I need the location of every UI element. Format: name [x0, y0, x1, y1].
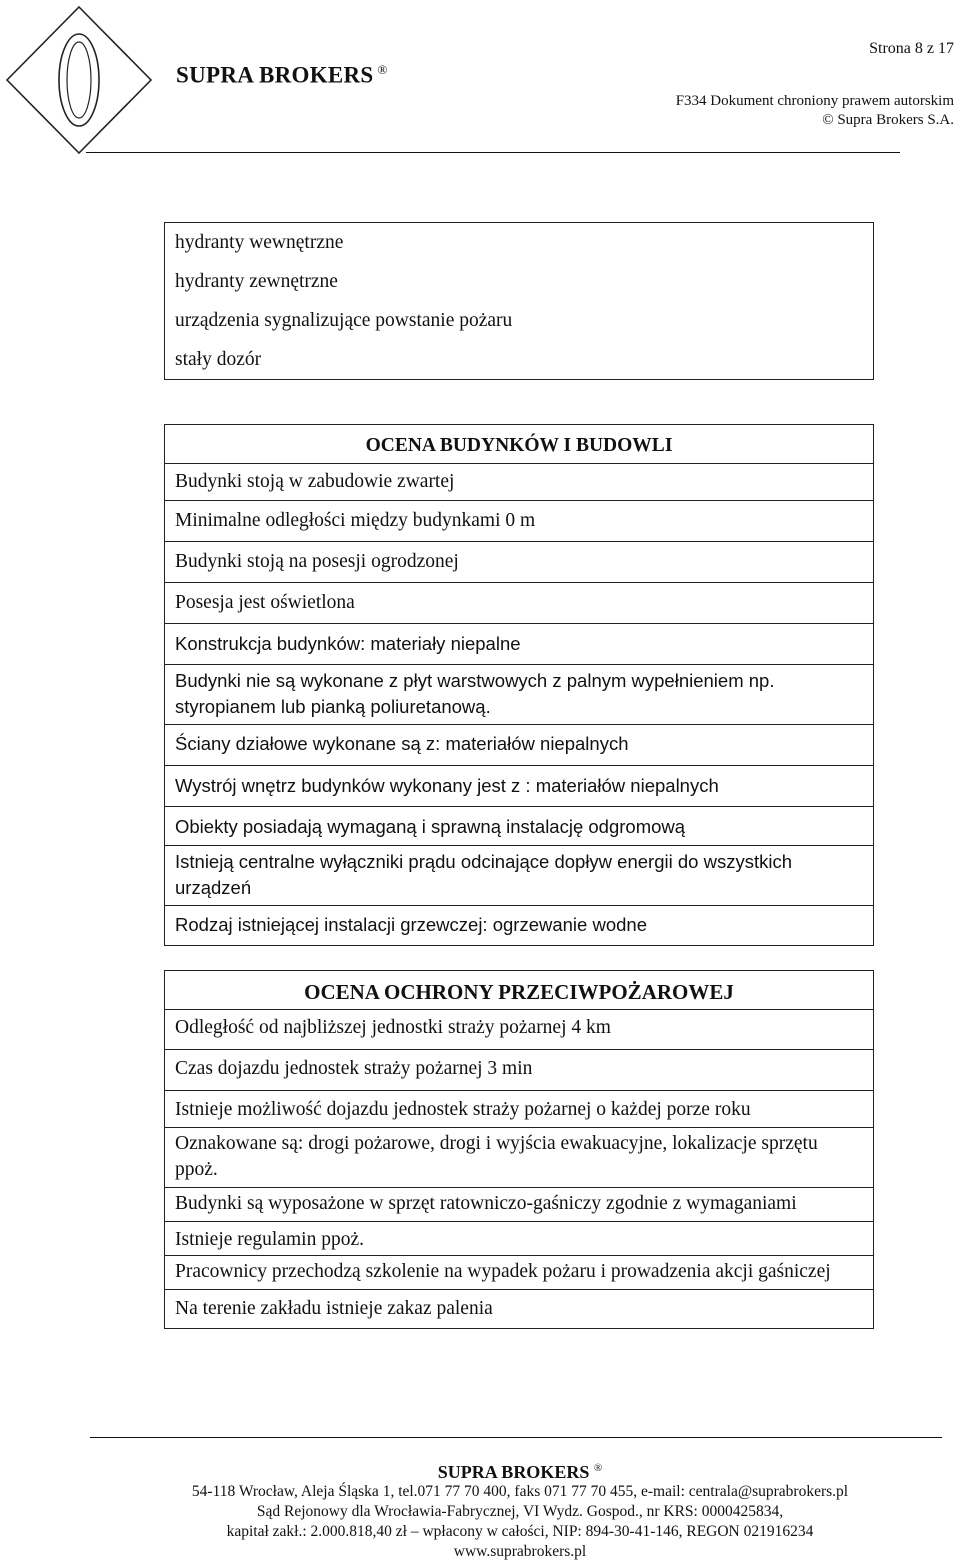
table-row: [165, 1256, 874, 1290]
header-brand: [176, 62, 388, 89]
table-cell: hydranty wewnętrzne: [165, 223, 874, 263]
footer-website: www.suprabrokers.pl: [453, 1543, 587, 1560]
footer-brand-name: SUPRA BROKERS: [437, 1462, 590, 1482]
table-row: [165, 1010, 874, 1050]
table-row: [165, 665, 874, 725]
supra-brokers-logo-icon: [4, 4, 154, 156]
footer-address: 54-118 Wrocław, Aleja Śląska 1, tel.071 77 70 400, faks 071 77 70 455, e-mail: centrala@suprabrokers.pl: [191, 1483, 849, 1500]
section-title: OCENA BUDYNKÓW I BUDOWLI: [165, 425, 874, 464]
copyright-line: © Supra Brokers S.A.: [822, 112, 954, 128]
footer-court: Sąd Rejonowy dla Wrocławia-Fabrycznej, VI Wydz. Gospod., nr KRS: 0000425834,: [256, 1503, 784, 1520]
table-row: [165, 906, 874, 946]
table-row: [165, 807, 874, 846]
table-header-row: [165, 971, 874, 1010]
table-cell: Na terenie zakładu istnieje zakaz palenia: [165, 1290, 874, 1329]
section-title: OCENA OCHRONY PRZECIWPOŻAROWEJ: [165, 971, 874, 1010]
table-row: [165, 262, 874, 301]
table-row: [165, 846, 874, 906]
table-row: [165, 1290, 874, 1329]
table-row: [165, 725, 874, 766]
table-row: [165, 766, 874, 807]
table-row: [165, 301, 874, 340]
table-row: [165, 1128, 874, 1188]
fire-equipment-table: [164, 222, 874, 380]
table-row: [165, 583, 874, 624]
table-cell: Budynki stoją na posesji ogrodzonej: [165, 542, 874, 583]
fire-protection-table: [164, 970, 874, 1329]
table-cell: Ściany działowe wykonane są z: materiałów niepalnych: [165, 725, 874, 766]
table-row: [165, 340, 874, 380]
table-row: [165, 464, 874, 501]
table-cell: hydranty zewnętrzne: [165, 262, 874, 301]
table-cell: Odległość od najbliższej jednostki straży pożarnej 4 km: [165, 1010, 874, 1050]
table-cell: Wystrój wnętrz budynków wykonany jest z : materiałów niepalnych: [165, 766, 874, 807]
table-row: [165, 1222, 874, 1256]
table-cell: Oznakowane są: drogi pożarowe, drogi i wyjścia ewakuacyjne, lokalizacje sprzętu ppoż.: [165, 1128, 874, 1188]
table-cell: Minimalne odległości między budynkami 0 m: [165, 501, 874, 542]
table-cell: Istnieje regulamin ppoż.: [165, 1222, 874, 1256]
header-divider: [86, 152, 900, 153]
table-row: [165, 1188, 874, 1222]
table-cell: Istnieją centralne wyłączniki prądu odcinające dopływ energii do wszystkich urządzeń: [165, 846, 874, 906]
table-cell: Obiekty posiadają wymaganą i sprawną instalację odgromową: [165, 807, 874, 846]
table-cell: Konstrukcja budynków: materiały niepalne: [165, 624, 874, 665]
registered-mark: ®: [593, 1462, 603, 1474]
table-cell: Posesja jest oświetlona: [165, 583, 874, 624]
header-brand-name: SUPRA BROKERS: [176, 62, 374, 88]
table-row: [165, 223, 874, 263]
table-row: [165, 501, 874, 542]
table-cell: Czas dojazdu jednostek straży pożarnej 3 min: [165, 1050, 874, 1091]
footer-brand: [90, 1458, 950, 1482]
table-cell: Budynki nie są wykonane z płyt warstwowych z palnym wypełnieniem np. styropianem lub pianką poliuretanową.: [165, 665, 874, 725]
copyright-note: [676, 92, 954, 130]
table-cell: Budynki są wyposażone w sprzęt ratowniczo-gaśniczy zgodnie z wymaganiami: [165, 1188, 874, 1222]
document-note: F334 Dokument chroniony prawem autorskim: [675, 93, 954, 109]
registered-mark: ®: [377, 62, 388, 77]
table-cell: urządzenia sygnalizujące powstanie pożaru: [165, 301, 874, 340]
table-cell: Pracownicy przechodzą szkolenie na wypadek pożaru i prowadzenia akcji gaśniczej: [165, 1256, 874, 1290]
table-row: [165, 542, 874, 583]
building-assessment-table: [164, 424, 874, 946]
table-cell: Rodzaj istniejącej instalacji grzewczej: ogrzewanie wodne: [165, 906, 874, 946]
page-number: Strona 8 z 17: [869, 40, 954, 57]
table-cell: stały dozór: [165, 340, 874, 380]
table-cell: Budynki stoją w zabudowie zwartej: [165, 464, 874, 501]
table-row: [165, 624, 874, 665]
table-row: [165, 1091, 874, 1128]
table-header-row: [165, 425, 874, 464]
table-cell: Istnieje możliwość dojazdu jednostek straży pożarnej o każdej porze roku: [165, 1091, 874, 1128]
footer-capital: kapitał zakł.: 2.000.818,40 zł – wpłacony w całości, NIP: 894-30-41-146, REGON 021916234: [226, 1523, 814, 1540]
footer: [90, 1458, 950, 1562]
table-row: [165, 1050, 874, 1091]
footer-divider: [90, 1437, 942, 1438]
